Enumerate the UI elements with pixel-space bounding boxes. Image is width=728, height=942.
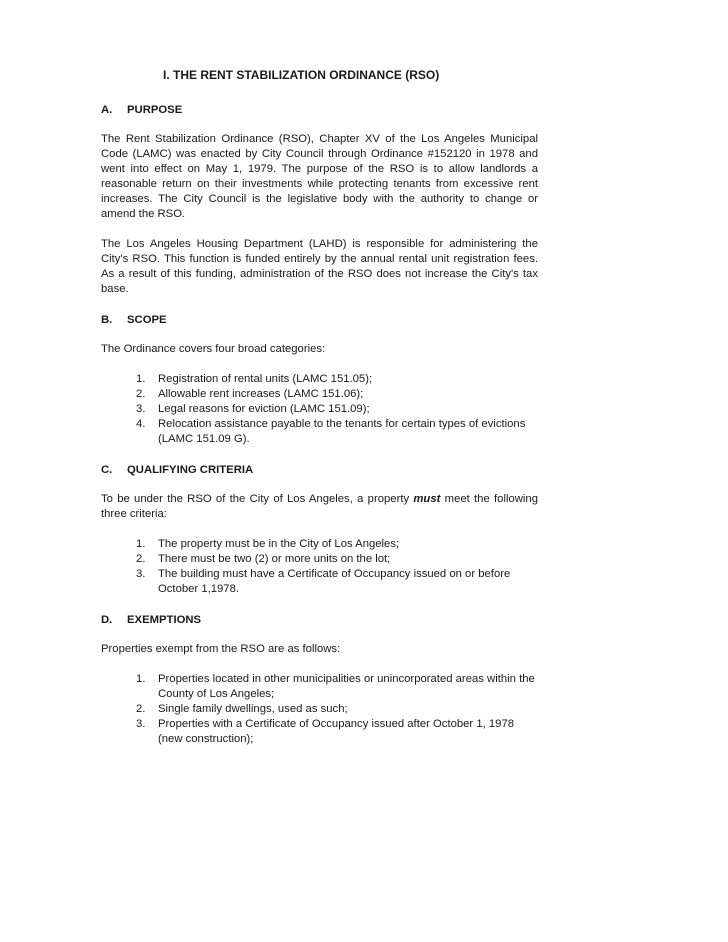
list-number: 1. [136,538,146,550]
list-text: Registration of rental units (LAMC 151.05); [158,373,373,385]
list-item [136,537,538,552]
list-text: Allowable rent increases (LAMC 151.06); [158,388,364,400]
section-title: QUALIFYING CRITERIA [127,464,254,476]
section-title: SCOPE [127,314,167,326]
section-letter: D. [101,614,113,626]
list-item [136,417,538,447]
purpose-paragraph-1: The Rent Stabilization Ordinance (RSO), Chapter XV of the Los Angeles Municipal Code (LAMC) was enacted by City Council through Ordinance #152120 in 1978 and went into effect on May 1, 1979. The purpose of the RSO is to allow landlords a reasonable return on their investments while protecting tenants from excessive rent increases. The City Council is the legislative body with the authority to change or amend the RSO. [101,133,538,220]
document-page [101,66,538,747]
criteria-intro-start: To be under the RSO of the City of Los Angeles, a property [101,493,414,505]
list-text: Properties located in other municipalities or unincorporated areas within the County of Los Angeles; [158,673,535,700]
list-item [136,672,538,702]
list-number: 3. [136,403,146,415]
section-letter: B. [101,314,113,326]
document-title: I. THE RENT STABILIZATION ORDINANCE (RSO) [163,68,440,82]
exemptions-list [101,672,538,747]
exemptions-intro: Properties exempt from the RSO are as follows: [101,643,341,655]
list-item [136,402,538,417]
list-text: The property must be in the City of Los Angeles; [158,538,400,550]
list-number: 2. [136,703,146,715]
purpose-paragraph-2: The Los Angeles Housing Department (LAHD) is responsible for administering the City's RSO. This function is funded entirely by the annual rental unit registration fees. As a result of this funding, administration of the RSO does not increase the City's tax base. [101,238,538,295]
list-item [136,552,538,567]
section-letter: C. [101,464,113,476]
list-number: 4. [136,418,146,430]
section-letter: A. [101,104,113,116]
list-text: Properties with a Certificate of Occupancy issued after October 1, 1978 (new construction); [158,718,515,745]
list-number: 3. [136,718,146,730]
section-d-heading [101,613,538,628]
list-item [136,372,538,387]
scope-intro: The Ordinance covers four broad categories: [101,343,326,355]
section-a-heading [101,103,538,118]
list-text: Relocation assistance payable to the tenants for certain types of evictions (LAMC 151.09 G). [158,418,526,445]
list-number: 1. [136,673,146,685]
list-number: 2. [136,553,146,565]
section-c-heading [101,463,538,478]
list-item [136,702,538,717]
list-text: The building must have a Certificate of Occupancy issued on or before October 1,1978. [158,568,511,595]
list-number: 3. [136,568,146,580]
list-item [136,717,538,747]
section-b-heading [101,313,538,328]
section-title: EXEMPTIONS [127,614,202,626]
list-item [136,567,538,597]
criteria-intro [101,492,538,522]
list-text: There must be two (2) or more units on the lot; [158,553,391,565]
scope-list [101,372,538,447]
list-number: 1. [136,373,146,385]
emphasis-must: must [413,493,441,505]
list-text: Single family dwellings, used as such; [158,703,348,715]
criteria-intro-end: meet the following three criteria: [101,493,538,520]
list-item [136,387,538,402]
criteria-list [101,537,538,597]
list-text: Legal reasons for eviction (LAMC 151.09); [158,403,370,415]
list-number: 2. [136,388,146,400]
section-title: PURPOSE [127,104,183,116]
